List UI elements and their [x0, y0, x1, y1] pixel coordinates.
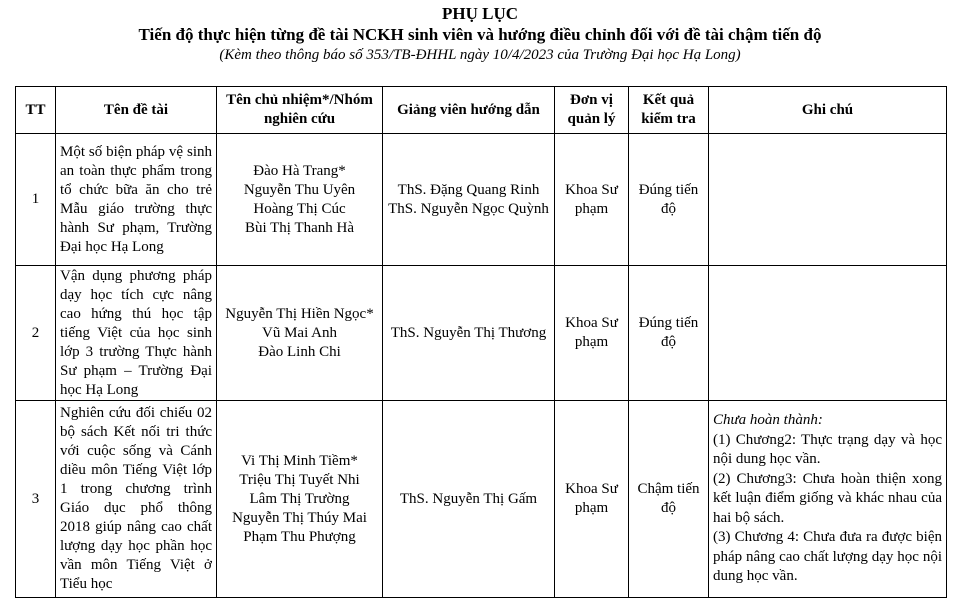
advisor-name: ThS. Đặng Quang Rinh — [397, 181, 540, 198]
column-header-members: Tên chủ nhiệm*/Nhóm nghiên cứu — [217, 87, 383, 134]
member-name: Nguyễn Thị Thúy Mai — [232, 509, 367, 526]
table-row — [16, 134, 947, 266]
member-name: Lâm Thị Trường — [249, 490, 350, 507]
advisors-cell — [383, 134, 555, 266]
progress-table — [15, 86, 947, 598]
advisors-cell — [383, 401, 555, 598]
result-cell: Chậm tiến độ — [629, 401, 709, 598]
members-cell — [217, 401, 383, 598]
result-cell: Đúng tiến độ — [629, 266, 709, 401]
advisor-name: ThS. Nguyễn Thị Gấm — [399, 490, 538, 507]
member-name: Phạm Thu Phượng — [243, 528, 356, 545]
column-header-tt: TT — [16, 87, 56, 134]
unit-cell: Khoa Sư phạm — [555, 266, 629, 401]
advisors-cell — [383, 266, 555, 401]
topic-cell: Một số biện pháp vệ sinh an toàn thực phẩm trong tổ chức bữa ăn cho trẻ Mẫu giáo trường thực hành Sư phạm, Trường Đại học Hạ Long — [56, 134, 217, 266]
unit-cell: Khoa Sư phạm — [555, 134, 629, 266]
row-number: 2 — [16, 266, 56, 401]
remark-title: Chưa hoàn thành: — [713, 412, 823, 429]
members-cell — [217, 134, 383, 266]
remark-cell — [709, 134, 947, 266]
unit-cell: Khoa Sư phạm — [555, 401, 629, 598]
remark-item: (3) Chương 4: Chưa đưa ra được biện pháp nâng cao chất lượng dạy học nội dung học vần. — [713, 529, 942, 585]
remark-cell — [709, 401, 947, 598]
member-name: Hoàng Thị Cúc — [253, 200, 346, 217]
member-name: Nguyễn Thị Hiền Ngọc* — [225, 305, 374, 322]
member-name: Vi Thị Minh Tiềm* — [241, 452, 358, 469]
member-name: Vũ Mai Anh — [262, 324, 337, 341]
topic-cell: Vận dụng phương pháp dạy học tích cực nâng cao hứng thú học tập tiếng Việt của học sinh lớp 3 trường Thực hành Sư phạm – Trường Đại học Hạ Long — [56, 266, 217, 401]
remark-item: (2) Chương3: Chưa hoàn thiện xong kết luận điểm giống và khác nhau của hai bộ sách. — [713, 470, 942, 526]
member-name: Bùi Thị Thanh Hà — [244, 219, 355, 236]
members-cell — [217, 266, 383, 401]
member-name: Nguyễn Thu Uyên — [243, 181, 356, 198]
table-header-row — [16, 87, 947, 134]
result-cell: Đúng tiến độ — [629, 134, 709, 266]
document-subtitle: Tiến độ thực hiện từng đề tài NCKH sinh viên và hướng điều chỉnh đối với đề tài chậm tiến độ — [138, 25, 822, 44]
column-header-remark: Ghi chú — [709, 87, 947, 134]
table-row — [16, 401, 947, 598]
topic-cell: Nghiên cứu đối chiếu 02 bộ sách Kết nối tri thức với cuộc sống và Cánh diều môn Tiếng Việt lớp 1 trong chương trình Giáo dục phổ thông 2018 giúp nâng cao chất lượng dạy học phần học vần môn Tiếng Việt ở Tiểu học — [56, 401, 217, 598]
column-header-result: Kết quả kiểm tra — [629, 87, 709, 134]
document-title: PHỤ LỤC — [441, 4, 519, 23]
remark-cell — [709, 266, 947, 401]
member-name: Triệu Thị Tuyết Nhi — [239, 471, 360, 488]
remark-item: (1) Chương2: Thực trạng dạy và học nội dung học vần. — [713, 431, 942, 468]
column-header-unit: Đơn vị quản lý — [555, 87, 629, 134]
row-number: 3 — [16, 401, 56, 598]
advisor-name: ThS. Nguyễn Ngọc Quỳnh — [388, 200, 549, 217]
member-name: Đào Linh Chi — [258, 343, 341, 360]
document-header — [0, 0, 960, 64]
row-number: 1 — [16, 134, 56, 266]
column-header-advisors: Giảng viên hướng dẫn — [383, 87, 555, 134]
table-row — [16, 266, 947, 401]
member-name: Đào Hà Trang* — [253, 162, 346, 179]
advisor-name: ThS. Nguyễn Thị Thương — [390, 324, 547, 341]
document-note: (Kèm theo thông báo số 353/TB-ĐHHL ngày 10/4/2023 của Trường Đại học Hạ Long) — [219, 47, 741, 63]
column-header-topic: Tên đề tài — [56, 87, 217, 134]
